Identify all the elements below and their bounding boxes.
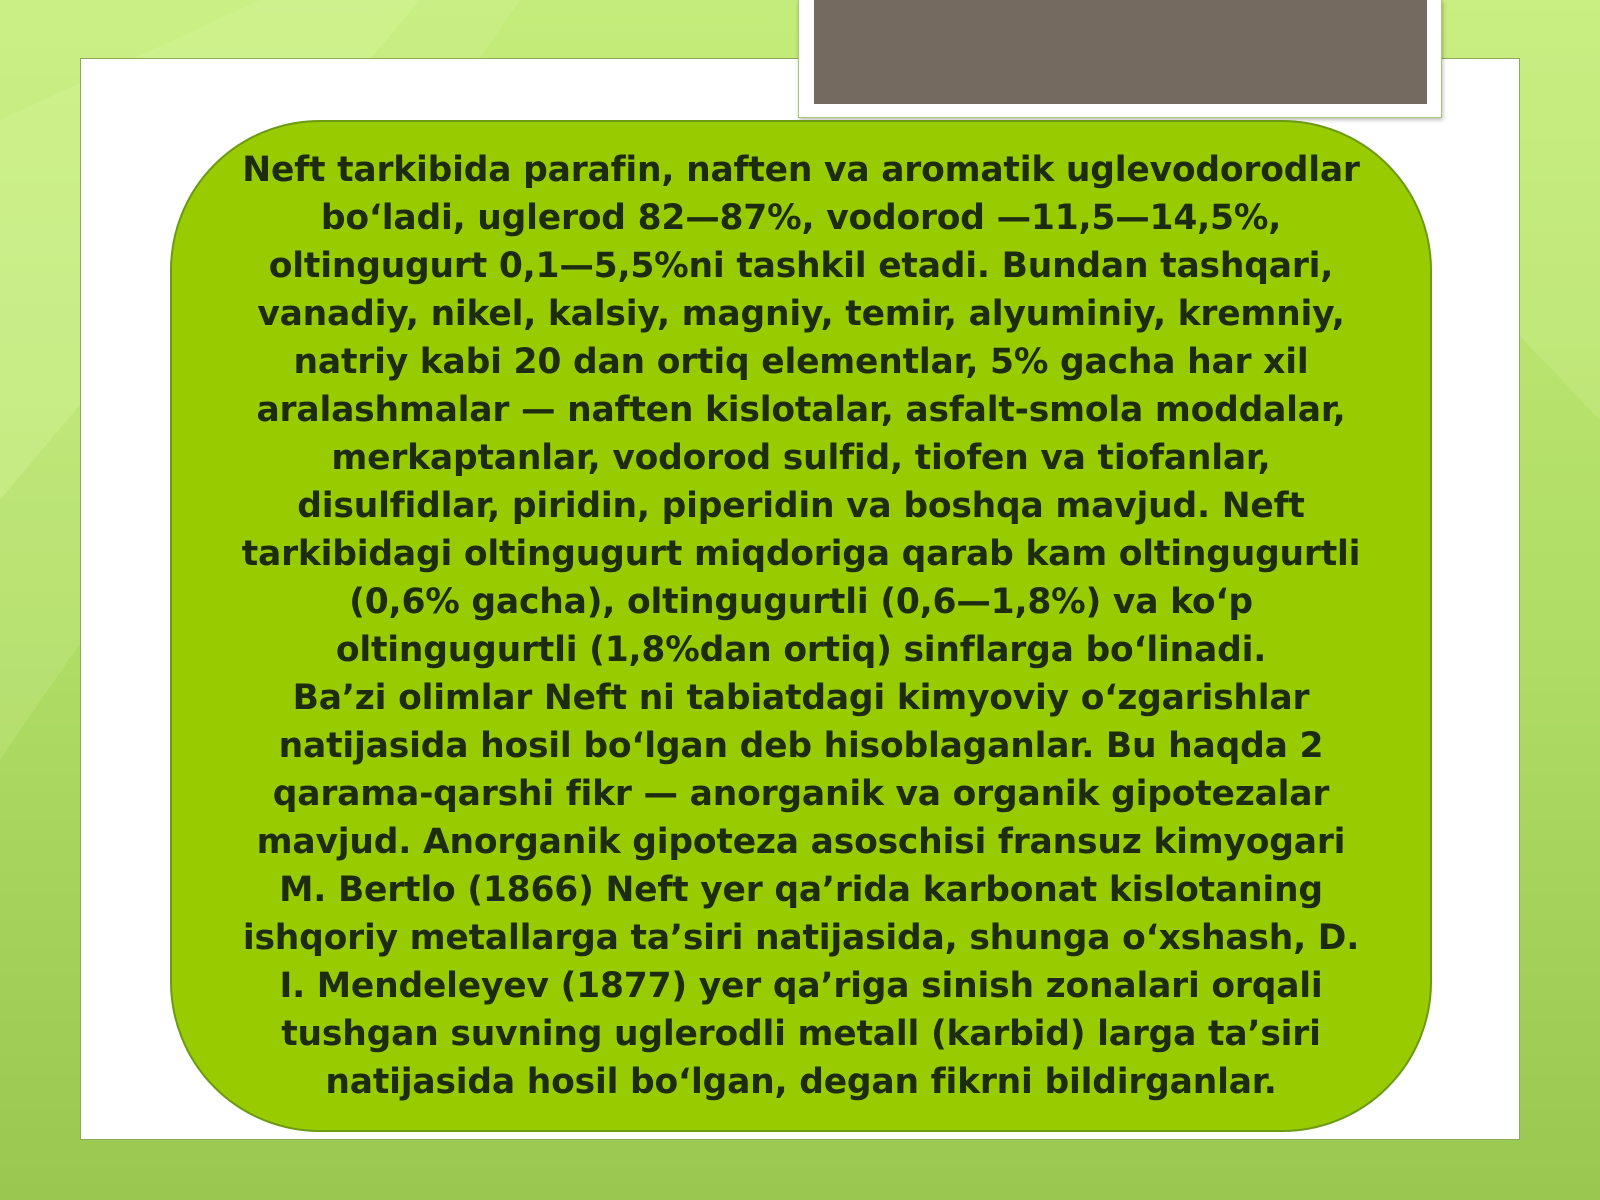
- title-block: [814, 0, 1427, 104]
- content-panel: [170, 120, 1432, 1132]
- paragraph-composition: Neft tarkibida parafin, naften va aromatik uglevodorodlar bo‘ladi, uglerod 82—87%, vodorod —11,5—14,5%, oltingugurt 0,1—5,5%ni tashkil etadi. Bundan tashqari, vanadiy, nikel, kalsiy, magniy, temir, alyuminiy, kremniy, natriy kabi 20 dan ortiq elementlar, 5% gacha har xil aralashmalar — naften kislotalar, asfalt-smola moddalar, merkaptanlar, vodorod sulfid, tiofen va tiofanlar, disulfidlar, piridin, piperidin va boshqa mavjud. Neft tarkibidagi oltingugurt miqdoriga qarab kam oltingugurtli (0,6% gacha), oltingugurtli (0,6—1,8%) va ko‘p oltingugurtli (1,8%dan ortiq) sinflarga bo‘linadi.: [241, 150, 1361, 670]
- paragraph-origin: Ba’zi olimlar Neft ni tabiatdagi kimyoviy o‘zgarishlar natijasida hosil bo‘lgan deb hisoblaganlar. Bu haqda 2 qarama-qarshi fikr — anorganik va organik gipotezalar mavjud. Anorganik gipoteza asoschisi fransuz kimyogari M. Bertlo (1866) Neft yer qa’rida karbonat kislotaning ishqoriy metallarga ta’siri natijasida, shunga o‘xshash, D. I. Mendeleyev (1877) yer qa’riga sinish zonalari orqali tushgan suvning uglerodli metall (karbid) larga ta’siri natijasida hosil bo‘lgan, degan fikrni bildirganlar.: [242, 678, 1360, 1102]
- body-text: [231, 146, 1371, 1106]
